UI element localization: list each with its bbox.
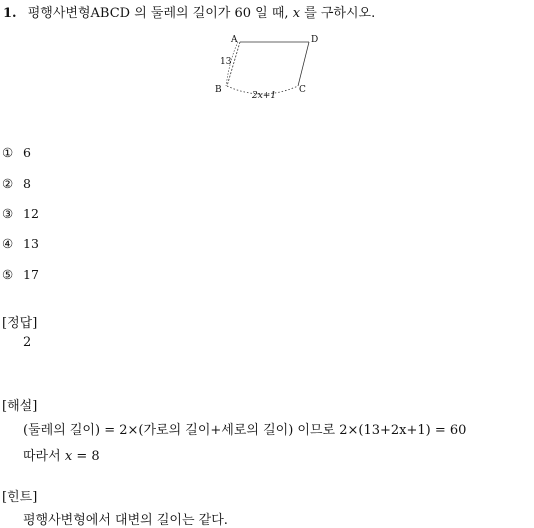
solution-line-2 (23, 445, 100, 464)
choice-1[interactable] (2, 145, 31, 160)
side-bc-length: 2x+1 (252, 91, 277, 101)
choice-3[interactable] (2, 206, 39, 221)
hint-text: 평행사변형에서 대변의 길이는 같다. (23, 513, 228, 528)
solution-line-2-rest: = 8 (76, 449, 100, 464)
choice-3-mark: ③ (2, 206, 14, 221)
vertex-d-label: D (311, 35, 319, 45)
choice-2[interactable] (2, 176, 31, 191)
choice-5-value: 17 (23, 267, 39, 282)
answer-heading: [정답] (2, 316, 38, 331)
solution-line-2-prefix: 따라서 (23, 449, 61, 464)
choice-4-value: 13 (23, 236, 39, 251)
vertex-b-label: B (215, 85, 222, 95)
vertex-c-label: C (299, 85, 306, 95)
choice-4[interactable] (2, 236, 39, 251)
choice-2-mark: ② (2, 176, 14, 191)
choice-1-value: 6 (23, 145, 31, 160)
choice-5[interactable] (2, 267, 39, 282)
answer-value: 2 (23, 335, 32, 350)
choice-2-value: 8 (23, 176, 31, 191)
choice-3-value: 12 (23, 206, 39, 221)
question-number: 1. (3, 6, 17, 21)
question-text (3, 2, 375, 21)
question-text-before: 평행사변형ABCD 의 둘레의 길이가 60 일 때, (27, 6, 289, 21)
hint-heading: [힌트] (2, 490, 38, 505)
choice-5-mark: ⑤ (2, 267, 14, 282)
parallelogram-figure (212, 30, 337, 102)
solution-line-2-var: x (64, 449, 73, 464)
vertex-a-label: A (231, 35, 238, 45)
choice-1-mark: ① (2, 145, 14, 160)
side-ab-length: 13 (220, 57, 232, 67)
solution-heading: [해설] (2, 399, 38, 414)
question-text-after: 를 구하시오. (304, 6, 376, 21)
side-dc (298, 42, 309, 86)
choice-4-mark: ④ (2, 236, 14, 251)
solution-line-1: (둘레의 길이) = 2×(가로의 길이+세로의 길이) 이므로 2×(13+2x+1) = 60 (23, 423, 467, 438)
question-variable: x (292, 6, 301, 21)
